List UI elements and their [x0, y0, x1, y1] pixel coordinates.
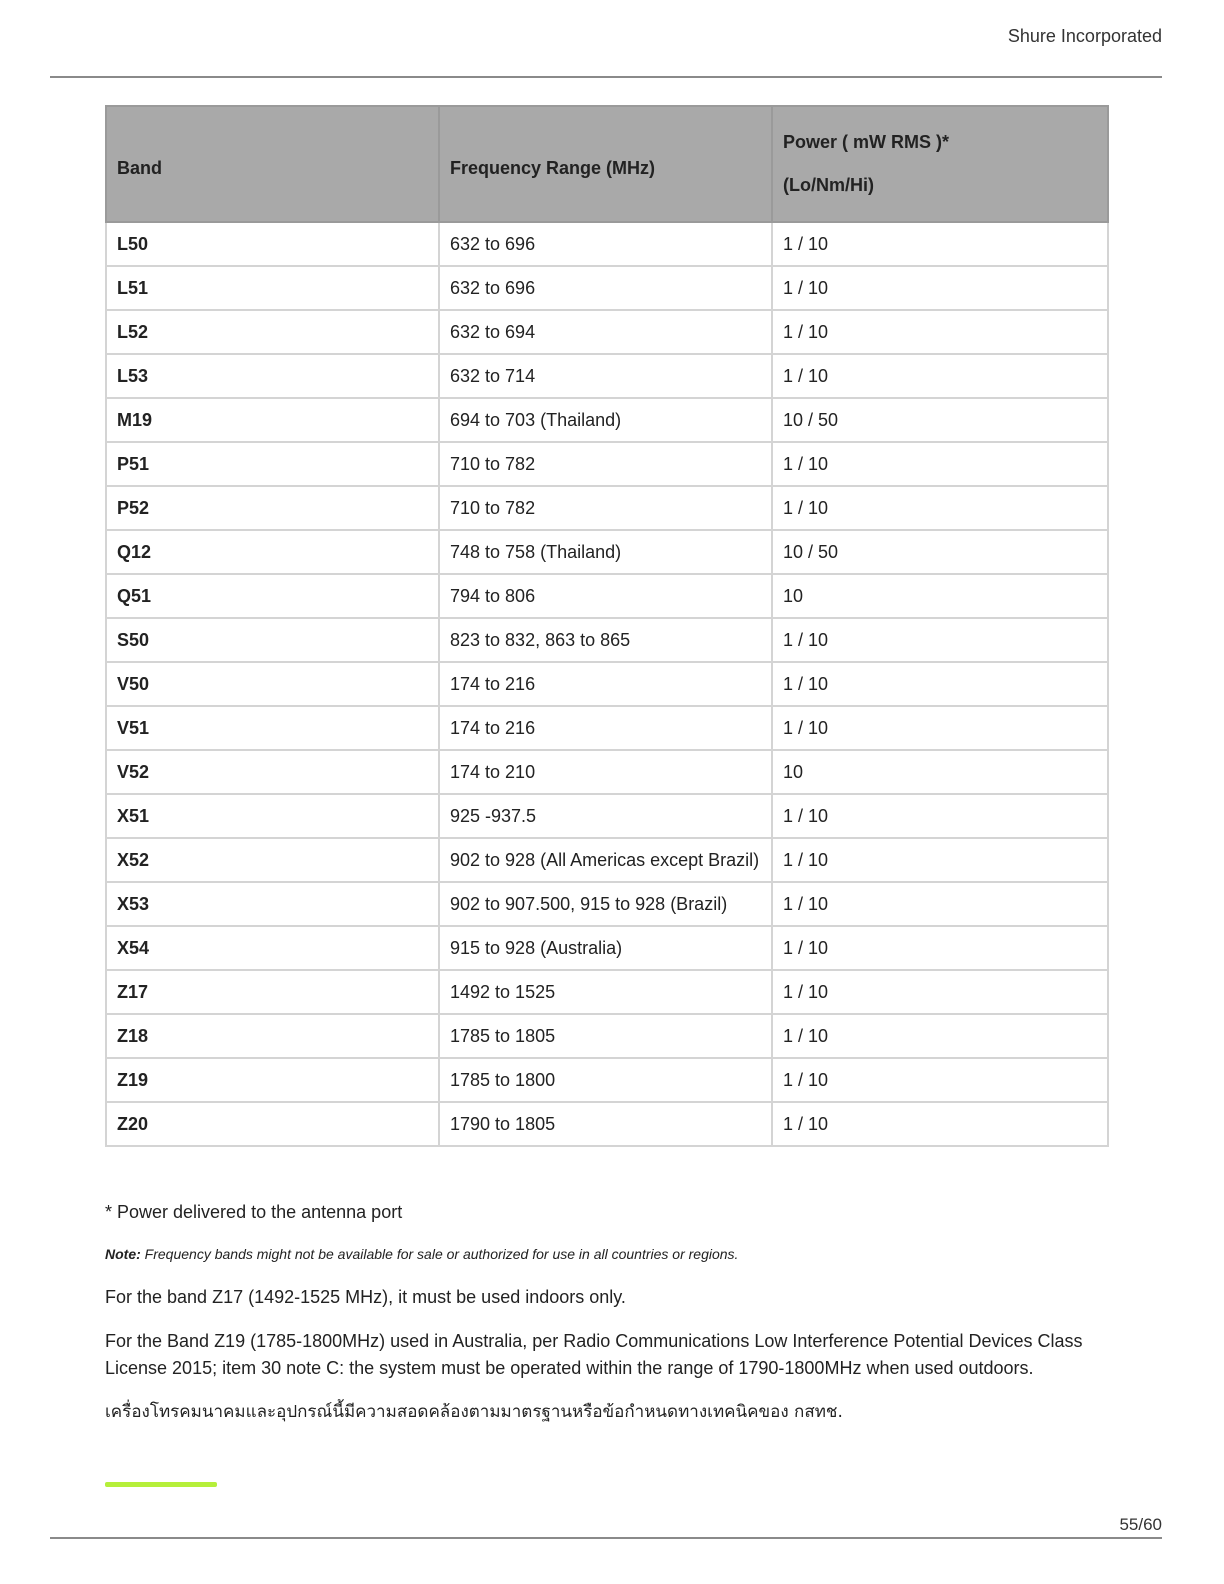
- note-text: Frequency bands might not be available for sale or authorized for use in all countries or regions.: [140, 1246, 739, 1262]
- band-cell: M19: [106, 398, 439, 442]
- table-row: [106, 266, 1108, 310]
- table-row: [106, 486, 1108, 530]
- table-row: [106, 1102, 1108, 1146]
- power-cell: 1 / 10: [772, 706, 1108, 750]
- power-cell: 1 / 10: [772, 1102, 1108, 1146]
- frequency-cell: 823 to 832, 863 to 865: [439, 618, 772, 662]
- table-row: [106, 882, 1108, 926]
- band-cell: L51: [106, 266, 439, 310]
- table-row: [106, 354, 1108, 398]
- table-row: [106, 574, 1108, 618]
- power-cell: 1 / 10: [772, 794, 1108, 838]
- power-cell: 10 / 50: [772, 530, 1108, 574]
- frequency-cell: 174 to 216: [439, 706, 772, 750]
- frequency-cell: 632 to 696: [439, 222, 772, 266]
- band-cell: L53: [106, 354, 439, 398]
- band-cell: X53: [106, 882, 439, 926]
- thai-compliance-paragraph: เครื่องโทรคมนาคมและอุปกรณ์นี้มีความสอดคล้องตามมาตรฐานหรือข้อกำหนดทางเทคนิคของ กสทช.: [105, 1402, 843, 1422]
- company-name: Shure Incorporated: [1007, 26, 1162, 46]
- power-cell: 1 / 10: [772, 486, 1108, 530]
- accent-bar: [105, 1482, 217, 1487]
- band-cell: V52: [106, 750, 439, 794]
- page-number: 55/60: [1119, 1515, 1162, 1534]
- header-power-line1: Power ( mW RMS )*: [783, 132, 950, 152]
- frequency-cell: 1492 to 1525: [439, 970, 772, 1014]
- power-cell: 10: [772, 750, 1108, 794]
- power-footnote: * Power delivered to the antenna port: [105, 1202, 403, 1222]
- availability-note: [105, 1246, 738, 1262]
- table-row: [106, 926, 1108, 970]
- band-cell: X51: [106, 794, 439, 838]
- power-cell: 1 / 10: [772, 926, 1108, 970]
- power-cell: 1 / 10: [772, 442, 1108, 486]
- band-cell: Q12: [106, 530, 439, 574]
- frequency-cell: 1790 to 1805: [439, 1102, 772, 1146]
- power-cell: 1 / 10: [772, 310, 1108, 354]
- table-row: [106, 1058, 1108, 1102]
- power-cell: 1 / 10: [772, 838, 1108, 882]
- band-cell: Z19: [106, 1058, 439, 1102]
- power-cell: 1 / 10: [772, 1014, 1108, 1058]
- frequency-cell: 902 to 907.500, 915 to 928 (Brazil): [439, 882, 772, 926]
- frequency-cell: 632 to 696: [439, 266, 772, 310]
- table-row: [106, 838, 1108, 882]
- table-row: [106, 970, 1108, 1014]
- power-cell: 1 / 10: [772, 662, 1108, 706]
- table-row: [106, 310, 1108, 354]
- band-cell: Z18: [106, 1014, 439, 1058]
- note-label: Note:: [105, 1246, 141, 1262]
- band-cell: P51: [106, 442, 439, 486]
- z17-paragraph: For the band Z17 (1492-1525 MHz), it must be used indoors only.: [105, 1287, 626, 1307]
- band-cell: X52: [106, 838, 439, 882]
- band-cell: Z20: [106, 1102, 439, 1146]
- frequency-cell: 632 to 714: [439, 354, 772, 398]
- table-row: [106, 618, 1108, 662]
- frequency-cell: 174 to 216: [439, 662, 772, 706]
- table-row: [106, 794, 1108, 838]
- frequency-cell: 710 to 782: [439, 442, 772, 486]
- band-cell: S50: [106, 618, 439, 662]
- power-cell: 1 / 10: [772, 354, 1108, 398]
- frequency-cell: 174 to 210: [439, 750, 772, 794]
- band-cell: Z17: [106, 970, 439, 1014]
- frequency-cell: 632 to 694: [439, 310, 772, 354]
- frequency-cell: 794 to 806: [439, 574, 772, 618]
- frequency-cell: 902 to 928 (All Americas except Brazil): [439, 838, 772, 882]
- table-row: [106, 530, 1108, 574]
- band-cell: X54: [106, 926, 439, 970]
- power-cell: 1 / 10: [772, 882, 1108, 926]
- footer-rule: [50, 1537, 1162, 1539]
- table-row: [106, 662, 1108, 706]
- table-row: [106, 1014, 1108, 1058]
- header-power-line2: (Lo/Nm/Hi): [783, 175, 874, 195]
- band-cell: L50: [106, 222, 439, 266]
- frequency-cell: 748 to 758 (Thailand): [439, 530, 772, 574]
- power-cell: 10: [772, 574, 1108, 618]
- band-cell: V51: [106, 706, 439, 750]
- band-cell: P52: [106, 486, 439, 530]
- table-row: [106, 222, 1108, 266]
- table-row: [106, 398, 1108, 442]
- table-row: [106, 442, 1108, 486]
- table-row: [106, 750, 1108, 794]
- power-cell: 1 / 10: [772, 970, 1108, 1014]
- header-frequency: Frequency Range (MHz): [439, 106, 772, 222]
- power-cell: 1 / 10: [772, 222, 1108, 266]
- table-header-row: [106, 106, 1108, 222]
- power-cell: 1 / 10: [772, 266, 1108, 310]
- table-row: [106, 706, 1108, 750]
- power-cell: 10 / 50: [772, 398, 1108, 442]
- header-rule: [50, 76, 1162, 78]
- power-cell: 1 / 10: [772, 1058, 1108, 1102]
- frequency-cell: 915 to 928 (Australia): [439, 926, 772, 970]
- table-body: [106, 222, 1108, 1146]
- z19-paragraph: For the Band Z19 (1785-1800MHz) used in Australia, per Radio Communications Low Interference Potential Devices Class License 2015; item 30 note C: the system must be operated within the range of 1790-1800MHz when used outdoors.: [105, 1331, 1083, 1378]
- band-cell: L52: [106, 310, 439, 354]
- frequency-band-table: [105, 105, 1109, 1147]
- header-band: Band: [106, 106, 439, 222]
- band-cell: V50: [106, 662, 439, 706]
- band-cell: Q51: [106, 574, 439, 618]
- frequency-cell: 694 to 703 (Thailand): [439, 398, 772, 442]
- power-cell: 1 / 10: [772, 618, 1108, 662]
- frequency-cell: 1785 to 1800: [439, 1058, 772, 1102]
- frequency-cell: 925 -937.5: [439, 794, 772, 838]
- frequency-cell: 1785 to 1805: [439, 1014, 772, 1058]
- frequency-cell: 710 to 782: [439, 486, 772, 530]
- header-power: [772, 106, 1108, 222]
